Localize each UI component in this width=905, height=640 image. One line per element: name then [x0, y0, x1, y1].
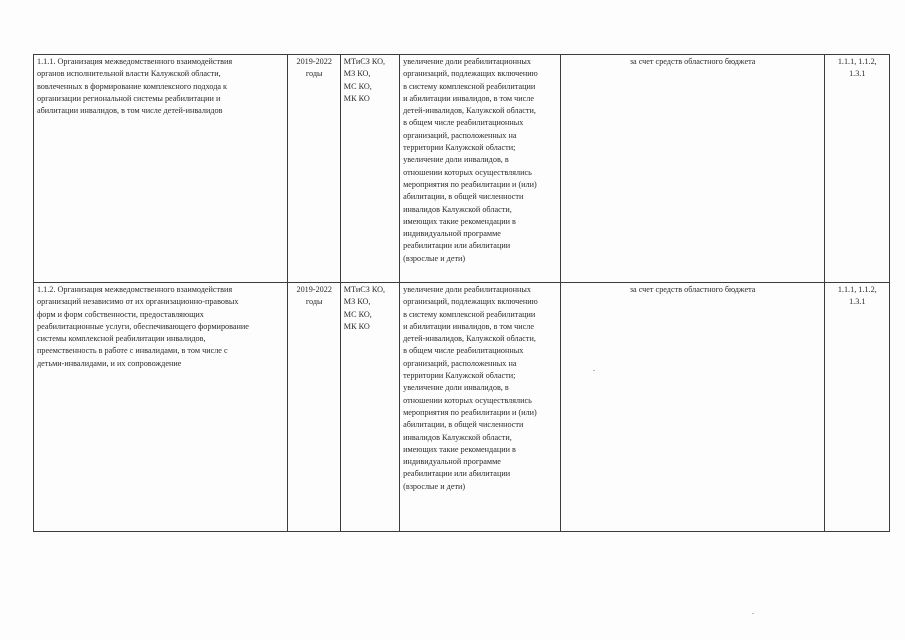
- indicator-cell: увеличение доли реабилитационных организаций, подлежащих включению в систему комплексной реабилитации и абилитации инвалидов, в том числе детей-инвалидов, Калужской области, в общем числе реабилитационных организаций, расположенных на территории Калужской области; увеличение доли инвалидов, в отношении которых осуществлялись мероприятия по реабилитации и (или) абилитации, в общей численности инвалидов Калужской области, имеющих такие рекомендации в индивидуальной программе реабилитации или абилитации (взрослые и дети): [400, 55, 561, 283]
- measure-cell: 1.1.1. Организация межведомственного взаимодействия органов исполнительной власти Калужской области, вовлеченных в формирование комплексного подхода к организации региональной системы реабилитации и абилитации инвалидов, в том числе детей-инвалидов: [34, 55, 288, 283]
- links-cell: 1.1.1, 1.1.2, 1.3.1: [824, 283, 889, 532]
- scan-speck: [752, 613, 754, 614]
- table-row: [34, 283, 890, 532]
- period-cell: 2019-2022 годы: [287, 283, 340, 532]
- program-measures-table: [33, 54, 890, 532]
- measure-cell: 1.1.2. Организация межведомственного взаимодействия организаций независимо от их организационно-правовых форм и форм собственности, предоставляющих реабилитационные услуги, обеспечивающего формирование системы комплексной реабилитации инвалидов, преемственность в работе с инвалидами, в том числе с детьми-инвалидами, и их сопровождение: [34, 283, 288, 532]
- indicator-cell: увеличение доли реабилитационных организаций, подлежащих включению в систему комплексной реабилитации и абилитации инвалидов, в том числе детей-инвалидов, Калужской области, в общем числе реабилитационных организаций, расположенных на территории Калужской области; увеличение доли инвалидов, в отношении которых осуществлялись мероприятия по реабилитации и (или) абилитации, в общей численности инвалидов Калужской области, имеющих такие рекомендации в индивидуальной программе реабилитации или абилитации (взрослые и дети): [400, 283, 561, 532]
- table-row: [34, 55, 890, 283]
- funding-cell: за счет средств областного бюджета: [560, 55, 824, 283]
- executors-cell: МТиСЗ КО, МЗ КО, МС КО, МК КО: [340, 55, 399, 283]
- executors-cell: МТиСЗ КО, МЗ КО, МС КО, МК КО: [340, 283, 399, 532]
- links-cell: 1.1.1, 1.1.2, 1.3.1: [824, 55, 889, 283]
- period-cell: 2019-2022 годы: [287, 55, 340, 283]
- funding-cell: за счет средств областного бюджета: [560, 283, 824, 532]
- scan-speck: [593, 370, 595, 371]
